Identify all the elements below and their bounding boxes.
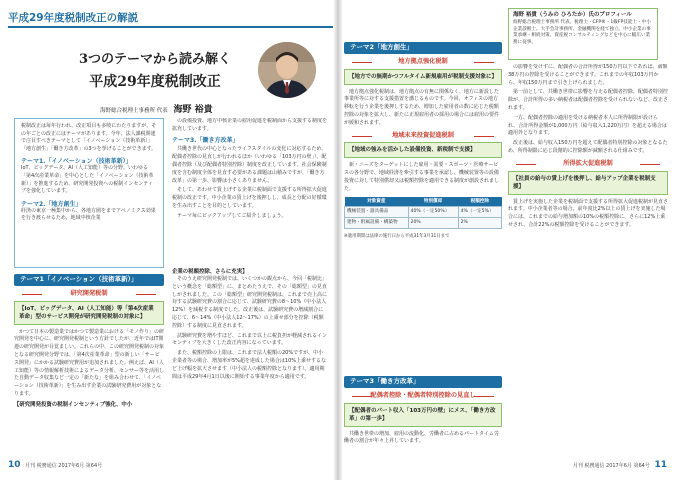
table-row [345,207,502,218]
theme3-kicker: テーマ3.「働き方改革」 [172,136,239,144]
page-number-left: 10 [8,460,21,470]
right-body2: 第一前として、共働き世帯に影響を与える配偶者控除、配偶者特別控除が、合計所得の多い納税者は配偶者控除を受けられないなど、改正されます。 [508,89,668,111]
theme3-column [344,376,502,456]
theme1-cont-body3: また、税額控除の上限は、これまで法人税額の20%ですが、中小企業者等の場合、増加率が5%超を達成した場合は10%上乗せするなど上げ幅を拡大させます（中小法人の税額控除となります）。適用期間は平成29年4月1日以後に開始する事業年度から適用です。 [172,350,327,380]
table-header-row [345,197,502,207]
author-photo [258,42,316,98]
right-body4: 改正後は、給与収入150万円を超えて配偶者特別控除の対象となるため、所得制限に応じ段階的に控除額が減額される仕組みです。 [508,140,668,154]
table-cell: 4%（一定5%） [458,207,501,218]
theme3-bar: テーマ3「働き方改革」 [344,376,502,388]
table-cell: 建物・附属設備・構築物 [345,218,409,229]
page-gutter-shadow [333,0,343,480]
theme1-cont-body: そのうえ研究開発税制では、いくつかの観点から、今回「税制比」という概念を「総額型」に、まとめたうえで、その「総額型」の見直しがされました。この「総額型」研究開発税制は、これまで売上高に対する試験研究費の割合に応じて、試験研究費の8～10%（中小法人12%）を減税する制度でした。改正後は、試験研究費の増減割合に応じて、6～14%（中小法人12～17%）の上乗せ部分を控除（税額控除）する制度に見直されます。 [172,276,328,329]
theme2-kicker: テーマ2.「地方創生」 [21,200,82,208]
theme2-body: 地方拠点強化税制は、地方拠点の有無に関係なく、地方に新設した事業所等に対する支援措置を講じるものです。今回、オフィスの地方移転を行う企業を後押しするため、増加した雇用者の数に応じた税額控除の対象を拡大し、新たに正規雇用者の採用の場合には雇用の要件が緩和されます。 [344,88,500,126]
article-title-line2: 平成29年度税制改正 [89,74,221,90]
page-number-right: 11 [654,460,667,470]
intro-box [14,118,164,268]
article-title [40,48,270,91]
theme1-column [14,274,164,454]
table-header-cell: 税額控除 [458,197,501,207]
right-body1: の影響を受けずに、配偶者の合計所得が150万円以下であれば、満額38万円の控除を受けることができます。これまでの年収103万円から、年収150万円まで引き上げられました。 [508,64,668,86]
article-title-line1: 3つのテーマから読み解く [78,52,232,67]
footer-left-text: 月刊 税務通信 2017年6月 第64号 [25,463,103,469]
author-name: 海野 裕貴 [173,105,213,115]
footer-right-text: 月刊 税務通信 2017年6月 第64号 [572,463,650,469]
author-org: 海野総合税理士事務所 代表 [100,108,168,114]
theme2-column [344,42,502,372]
footer-right [573,460,667,470]
theme2-bar: テーマ2「地方創生」 [344,42,502,54]
table-header-cell: 対象資産 [345,197,409,207]
intro-body: 税制改正は毎年行われ、改正項目も多岐にわたりますが、その年ごとの改正にはテーマがあります。今年、法人課税関連で注目すべきテーマとして「イノベーション（技術革新）」「地方創生」「働き方改革」の3つを挙げることができます。 [21,123,157,152]
intro-paragraph: の設備投資、地方中核企業の雇用促進を税制面から支援する制度を拡充しています。 [172,118,328,132]
footer-left [8,460,102,470]
table-note: ※適用期間は法律の施行日から平成31年3月31日まで [344,233,450,239]
theme1-summary: IoT、ビッグデータ、AI（人工知能）等の分野。いわゆる「第4次産業革命」を中心とした「イノベーション（技術革新）」を推進するため、研究開発投資への税制インセンティブを強化しています。 [21,165,154,195]
author-portrait-image [258,42,316,98]
theme1-subheading: 【研究開発投資の税制インセンティブ強化、中小 [14,401,133,408]
theme1-bar: テーマ1「イノベーション（技術革新）」 [14,274,164,286]
theme1-subhead: 研究開発税制 [14,290,164,298]
right-highlight: 【社員の給与の賃上げを後押し、給与アップ企業を税制支援】 [508,171,668,195]
theme1-body: かつて日本の製造業ではかつて製造業における「モノ作り」の研究開発を中心に、研究開発税制という方針でしたが、近年ではIT関連の研究開発が目覚ましい。これらの中、この研究開発税制の対象となる研究開発分野では、「第4次産業革命」型の新しい「サービス開発」にかかる試験研究費用が追加されました。例えば、AI（人工知能）等の情報解析技術によるデータ分析、センサー等を活用した自動データ収集など一定の「新たな」を組み合わせて、「イノベーション（技術革新）」を生み出す企業の試験研究費用が対象となります。 [14,328,164,397]
theme3-highlight: 【配偶者のパート収入「103万円の壁」にメス、「働き方改革」の第一歩】 [344,403,502,427]
table-cell: 機械装置・器具備品 [345,207,409,218]
table-cell: 2% [458,218,501,229]
theme1-cont-body2: 試験研究費を増やすほど、これまで以上に税負担が軽減されるインセンティブを大きくした改正内容になっています。 [172,332,328,347]
right-page [338,0,675,480]
theme2-highlight: 【地方での無期かつフルタイム新規雇用が税制支援対象に】 [344,69,502,85]
author-line [100,102,213,115]
right-subhead: 所得拡大促進税制 [508,160,668,168]
table-header-cell: 特別償却 [408,197,458,207]
intro-continued-column [172,118,328,268]
theme2-subhead: 地方拠点強化税制 [344,58,502,66]
section-title: 平成29年度税制改正の解説 [8,12,139,24]
right-body5: 賃上げを実施した企業を税制面で支援する所得拡大促進税制が見直されます。中小企業者等の場合、前年度比2%以上の賃上げを実施した場合には、これまでの給与増加額の10%の税額控除に、さらに12%上乗せされ、合計22%の税額控除を受けることができます。 [508,198,668,228]
closing-paragraph: テーマ毎にピックアップしてご紹介しましょう。 [177,212,287,219]
incentive-table [344,197,502,229]
theme2-summary: 経済の東京一極集中から、各地方圏をまでアベノミクス効果を行き渡らせるため、地域中核企業 [21,207,156,222]
author-profile-box [508,8,658,60]
theme3-body: 共働き世帯の増加、雇用の流動化、労働者に占めるパートタイム労働者の割合が年々上昇しています。 [344,430,499,445]
right-body3: 一方、配偶者控除の適用を受ける納税者本人に所得制限が設けられ、合計所得金額が1,000万円（給与収入1,220万円）を超える場合は適用外となります。 [508,114,667,137]
theme1-subheading-cont: 企業の税額控除、さらに充実】 [172,269,248,275]
profile-body: 海野総合税理士事務所 代表。税理士・CFP®・1級FP技能士・中小企業診断士。大手会計事務所、金融機関を経て独立。中小企業の事業承継・相続対策、資産税コンサルティングなどを中心に幅広い業務に従事。 [513,20,651,45]
table-cell: 40%（一定50%） [408,207,458,218]
theme2-highlight2: 【地域の強みを活かした設備投資、新税制で支援】 [344,142,502,158]
theme1-highlight: 【IoT、ビッグデータ、AI（人工知能）等「第4次産業革命」型のサービス開発が研究開発税制の対象に】 [14,301,164,325]
section-header [8,8,333,28]
table-row [345,218,502,229]
theme1-continued-column [172,268,328,454]
theme3-subhead: 配偶者控除・配偶者特別控除の見直し [344,392,502,400]
theme1-kicker: テーマ1.「イノベーション（技術革新）」 [21,158,132,166]
theme3-paragraph: 共働き世代の中心となったライフスタイルの変化に対応するため、配偶者控除の見直しが行われるほか（いわゆる「103万円の壁」）、配偶者控除（及び配偶者特別控除）制度を改正しています。社会保険制度を含む制度全体を見直す必要がある課題は山積みですが、「働き方改革」の第一歩、影響は小さくありません。 [172,146,327,184]
profile-heading: 海野 裕貴（うみの ひろたか）氏のプロフィール [513,12,632,18]
theme2-subhead2: 地域未来投資促進税制 [344,132,502,140]
wage-paragraph: そして、あわせて賃上げする企業に税制面で支援する所得拡大促進税制の改正です。中小企業の賃上げを後押しし、成長と分配の好循環を生み出すことを目的としています。 [172,187,327,209]
right-column [508,64,668,456]
theme2-body2: 新・ニーズをターゲットにした雇用・需要・スポーツ・医療サービスの各分野で、地域経済を牽引する事業を承認し、機械装置等の設備投資に対して特別償却又は税額控除を適用できる制度が創設されました。 [344,162,500,192]
table-cell: 20% [408,218,458,229]
